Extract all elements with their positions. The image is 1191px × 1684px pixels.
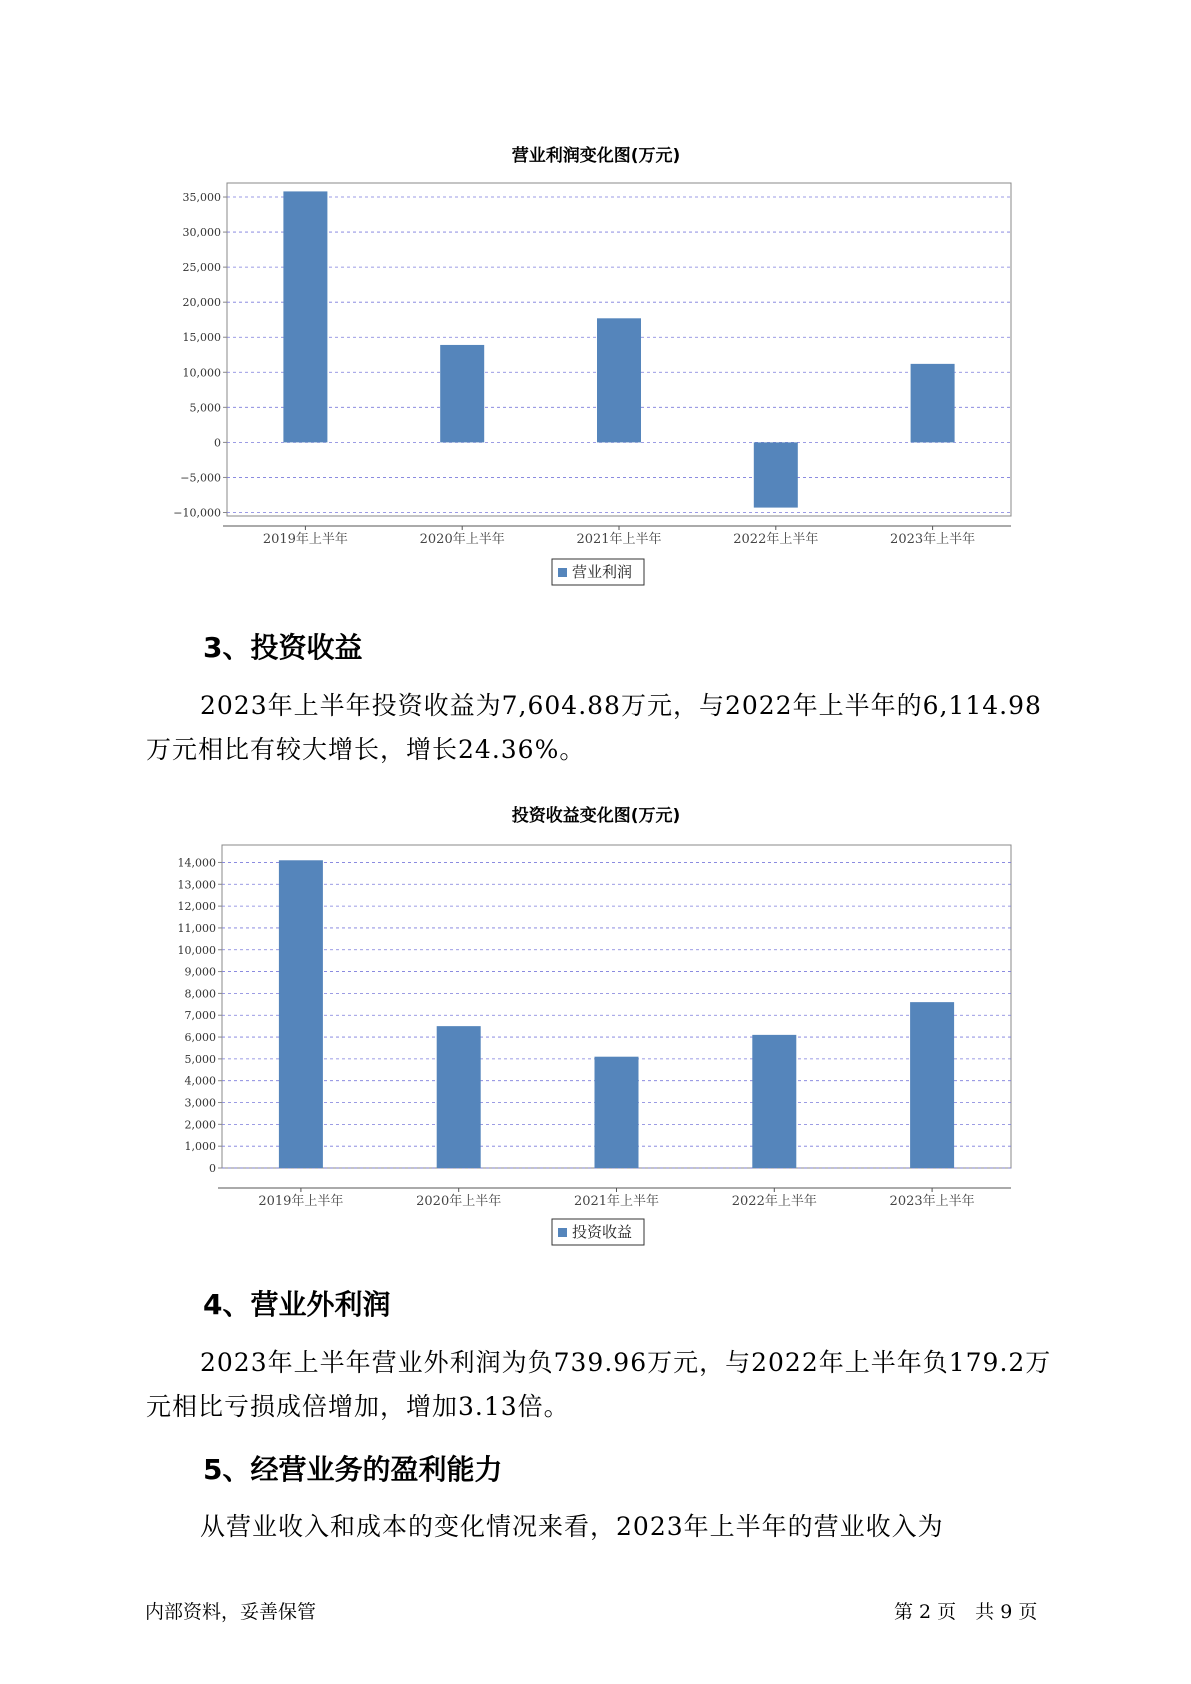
- x-tick-label: 2023年上半年: [889, 1194, 975, 1209]
- y-tick-label: 12,000: [177, 900, 216, 914]
- y-tick-label: 25,000: [182, 261, 221, 275]
- y-tick-label: 11,000: [177, 921, 216, 935]
- y-tick-label: 7,000: [184, 1009, 216, 1023]
- bar: [911, 364, 955, 443]
- y-tick-label: 4,000: [184, 1074, 216, 1088]
- section-3-line-2: 万元相比有较大增长，增长24.36%。: [146, 735, 586, 764]
- operating-profit-chart-svg: [0, 0, 1191, 590]
- section-4-paragraph: [146, 1341, 1066, 1429]
- bar: [910, 1002, 954, 1168]
- x-tick-label: 2021年上半年: [573, 1194, 660, 1209]
- investment-income-chart-svg: [0, 790, 1191, 1260]
- x-tick-label: 2022年上半年: [731, 1194, 817, 1209]
- y-tick-label: −5,000: [180, 471, 221, 485]
- y-tick-label: 10,000: [182, 366, 221, 380]
- y-tick-label: 2,000: [184, 1118, 216, 1132]
- y-tick-label: 20,000: [182, 296, 221, 310]
- bar: [595, 1057, 639, 1168]
- x-tick-label: 2020年上半年: [419, 532, 505, 547]
- chart-title: 营业利润变化图(万元): [511, 146, 681, 166]
- y-tick-label: 13,000: [177, 878, 216, 892]
- bar: [283, 191, 327, 442]
- bar: [437, 1026, 481, 1168]
- footer-page-number: 第 2 页 共 9 页: [894, 1601, 1038, 1623]
- y-tick-label: 0: [209, 1162, 216, 1175]
- legend-label: 投资收益: [572, 1223, 633, 1241]
- bar: [440, 345, 484, 442]
- section-3-paragraph: [146, 684, 1066, 772]
- legend-swatch: [558, 1228, 567, 1237]
- y-tick-label: 1,000: [184, 1140, 216, 1154]
- y-tick-label: 30,000: [182, 226, 221, 240]
- section-3-line-1: 2023年上半年投资收益为7,604.88万元，与2022年上半年的6,114.98: [200, 691, 1042, 720]
- section-5-heading: 5、经营业务的盈利能力: [203, 1453, 503, 1486]
- bar: [754, 442, 798, 507]
- section-4-line-1: 2023年上半年营业外利润为负739.96万元，与2022年上半年负179.2万: [200, 1348, 1052, 1377]
- y-tick-label: 5,000: [189, 401, 221, 415]
- investment-income-chart: [0, 790, 1191, 1260]
- y-tick-label: 10,000: [177, 943, 216, 957]
- y-tick-label: −10,000: [173, 506, 221, 520]
- x-tick-label: 2022年上半年: [733, 532, 819, 547]
- footer-confidential-note: 内部资料，妥善保管: [145, 1601, 317, 1623]
- x-tick-label: 2019年上半年: [262, 532, 348, 547]
- section-3-heading: 3、投资收益: [203, 631, 363, 664]
- section-5-paragraph: [146, 1505, 1066, 1549]
- x-tick-label: 2020年上半年: [416, 1194, 502, 1209]
- y-tick-label: 14,000: [177, 856, 216, 870]
- bar: [597, 318, 641, 442]
- y-tick-label: 6,000: [184, 1031, 216, 1045]
- legend-swatch: [558, 568, 567, 577]
- y-tick-label: 15,000: [182, 331, 221, 345]
- section-4-heading: 4、营业外利润: [203, 1288, 391, 1321]
- x-tick-label: 2021年上半年: [576, 532, 662, 547]
- y-tick-label: 8,000: [184, 987, 216, 1001]
- section-4-line-2: 元相比亏损成倍增加，增加3.13倍。: [146, 1392, 570, 1421]
- bar: [752, 1035, 796, 1168]
- x-tick-label: 2023年上半年: [890, 532, 976, 547]
- y-tick-label: 0: [214, 436, 221, 450]
- operating-profit-chart: [0, 0, 1191, 590]
- y-tick-label: 35,000: [182, 191, 221, 205]
- y-tick-label: 9,000: [184, 965, 216, 979]
- x-tick-label: 2019年上半年: [258, 1194, 344, 1209]
- section-5-line-1: 从营业收入和成本的变化情况来看，2023年上半年的营业收入为: [200, 1512, 944, 1541]
- legend-label: 营业利润: [572, 563, 633, 581]
- y-tick-label: 3,000: [184, 1096, 216, 1110]
- y-tick-label: 5,000: [184, 1052, 216, 1066]
- chart-title: 投资收益变化图(万元): [511, 806, 681, 826]
- bar: [279, 860, 323, 1168]
